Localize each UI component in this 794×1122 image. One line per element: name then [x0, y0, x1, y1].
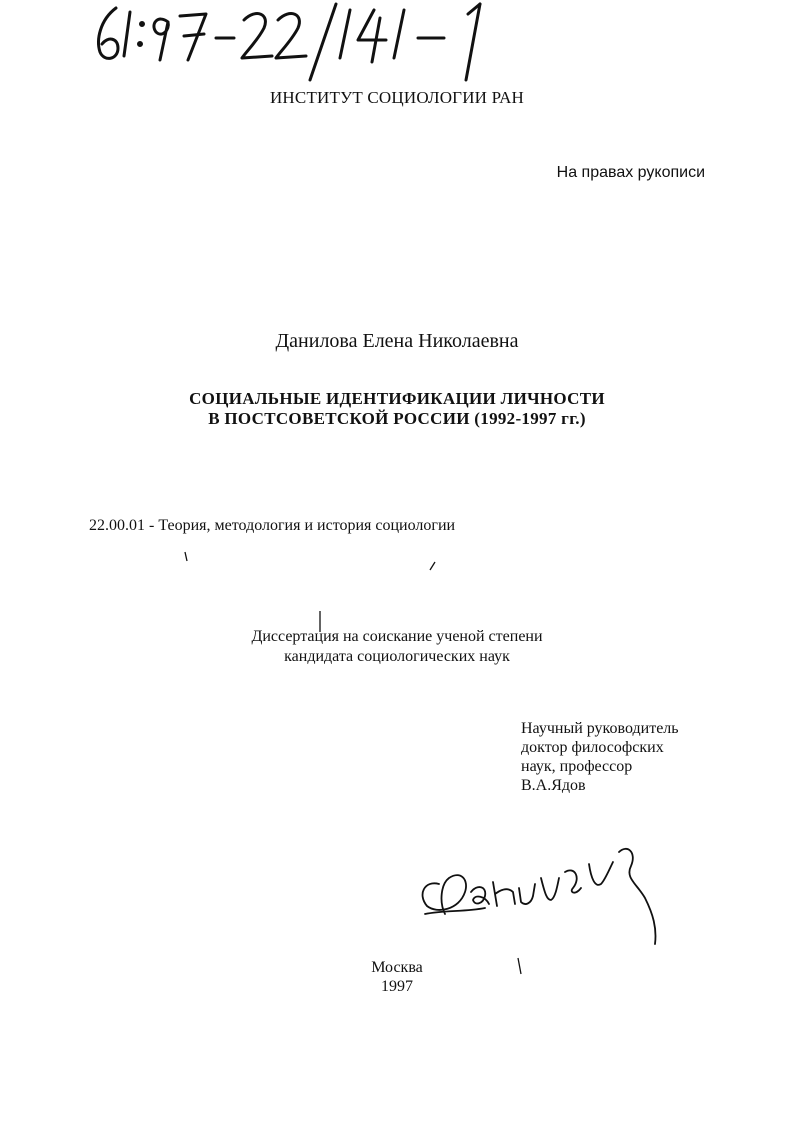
author-signature	[405, 822, 675, 947]
advisor-line-3: наук, профессор	[521, 758, 633, 775]
year: 1997	[381, 978, 413, 995]
title-line-1: СОЦИАЛЬНЫЕ ИДЕНТИФИКАЦИИ ЛИЧНОСТИ	[189, 389, 605, 408]
degree-line-2: кандидата социологических наук	[284, 648, 510, 665]
degree-statement	[0, 627, 794, 667]
scan-mark	[185, 552, 187, 561]
city: Москва	[371, 959, 423, 976]
specialty-code: 22.00.01 - Теория, методология и история социологии	[89, 517, 456, 534]
advisor-name: В.А.Ядов	[521, 777, 586, 794]
manuscript-note: На правах рукописи	[556, 164, 705, 181]
place-and-year	[0, 958, 794, 996]
advisor-line-1: Научный руководитель	[521, 720, 679, 737]
degree-line-1: Диссертация на соискание ученой степени	[251, 628, 543, 645]
title-line-2: В ПОСТСОВЕТСКОЙ РОССИИ (1992-1997 гг.)	[208, 409, 586, 428]
scan-mark	[430, 562, 435, 570]
scientific-advisor	[521, 719, 679, 795]
advisor-line-2: доктор философских	[521, 739, 664, 756]
author-name: Данилова Елена Николаевна	[275, 330, 519, 352]
dissertation-title	[0, 389, 794, 429]
institute-name: ИНСТИТУТ СОЦИОЛОГИИ РАН	[269, 88, 525, 107]
handwritten-archive-code	[88, 0, 528, 95]
